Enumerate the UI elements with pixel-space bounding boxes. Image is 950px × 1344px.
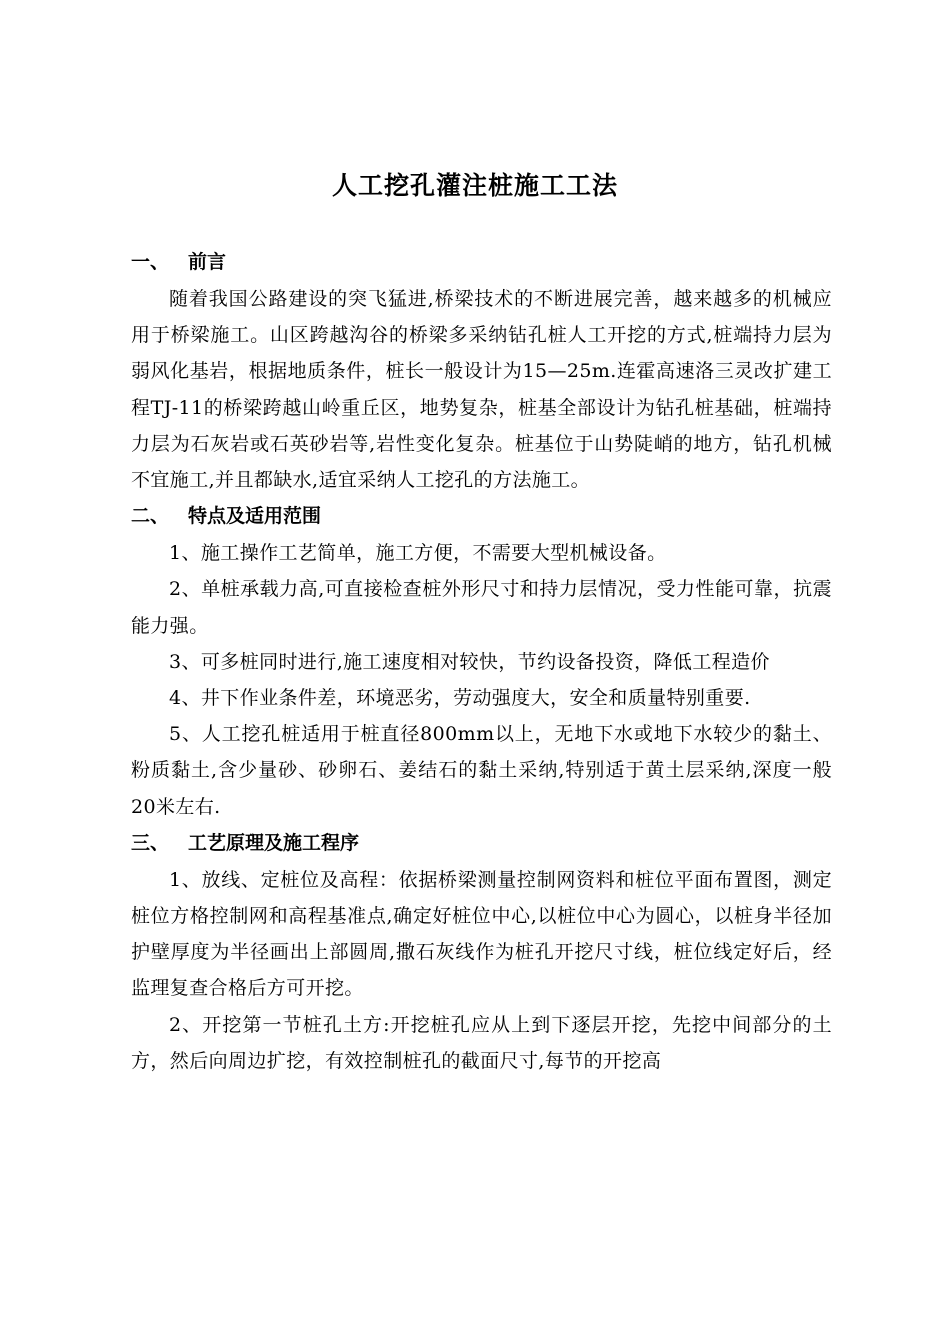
- section-heading-2: [131, 498, 832, 535]
- section-title: 特点及适用范围: [188, 505, 322, 528]
- paragraph: 1、施工操作工艺简单，施工方便，不需要大型机械设备。: [169, 542, 667, 565]
- paragraph: 4、井下作业条件差，环境恶劣，劳动强度大，安全和质量特别重要.: [169, 687, 751, 710]
- section-heading-1: [131, 244, 832, 281]
- section-number: 一、: [131, 251, 170, 273]
- paragraph: 2、单桩承载力高,可直接检查桩外形尺寸和持力层情况，受力性能可靠，抗震能力强。: [131, 578, 832, 637]
- paragraph: 1、放线、定桩位及高程：依据桥梁测量控制网资料和桩位平面布置图，测定桩位方格控制网和高程基准点,确定好桩位中心,以桩位中心为圆心，以桩身半径加护壁厚度为半径画出上部圆周,撒石灰线作为桩孔开挖尺寸线，桩位线定好后，经监理复查合格后方可开挖。: [131, 868, 832, 1000]
- section-title: 工艺原理及施工程序: [188, 831, 360, 854]
- paragraph: 随着我国公路建设的突飞猛进,桥梁技术的不断进展完善，越来越多的机械应用于桥梁施工。山区跨越沟谷的桥梁多采纳钻孔桩人工开挖的方式,桩端持力层为弱风化基岩，根据地质条件，桩长一般设计为15—25m.连霍高速洛三灵改扩建工程TJ-11的桥梁跨越山岭重丘区，地势复杂，桩基全部设计为钻孔桩基础，桩端持力层为石灰岩或石英砂岩等,岩性变化复杂。桩基位于山势陡峭的地方，钻孔机械不宜施工,并且都缺水,适宜采纳人工挖孔的方法施工。: [131, 288, 832, 492]
- section-number: 二、: [131, 505, 170, 528]
- paragraph: 3、可多桩同时进行,施工速度相对较快，节约设备投资，降低工程造价: [169, 650, 770, 673]
- document-body: [131, 244, 832, 1079]
- section-title: 前言: [188, 251, 227, 273]
- section-heading-3: [131, 825, 832, 862]
- document-title: 人工挖孔灌注桩施工工法: [331, 171, 618, 200]
- section-number: 三、: [131, 831, 170, 854]
- paragraph: 2、开挖第一节桩孔土方:开挖桩孔应从上到下逐层开挖，先挖中间部分的土方，然后向周边扩挖，有效控制桩孔的截面尺寸,每节的开挖高: [131, 1013, 832, 1072]
- paragraph: 5、人工挖孔桩适用于桩直径800mm以上，无地下水或地下水较少的黏土、粉质黏土,含少量砂、砂卵石、姜结石的黏土采纳,特别适于黄土层采纳,深度一般20米左右.: [131, 723, 832, 818]
